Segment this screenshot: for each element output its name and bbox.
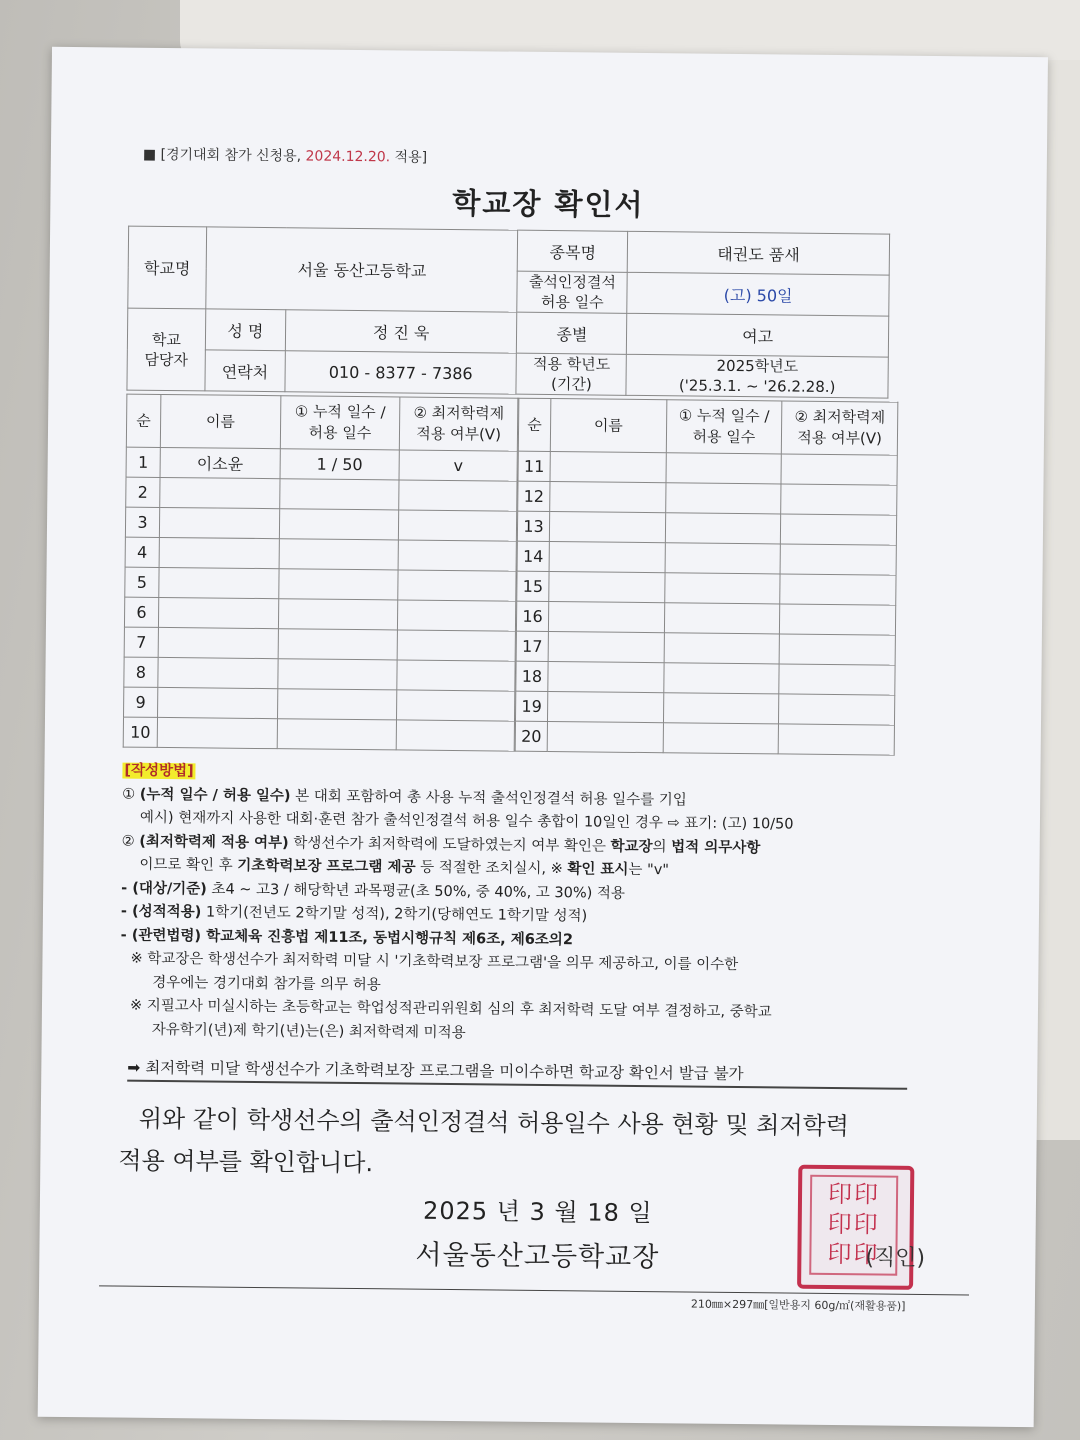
row-no: 11: [518, 451, 550, 481]
row-no: 4: [125, 537, 159, 567]
row-name: [549, 542, 665, 573]
row-days: [663, 693, 779, 724]
row-check: [396, 720, 514, 751]
principal-name: 서울동산고등학교장: [415, 1239, 660, 1274]
seal-stamp-icon: 印印 印印 印印: [827, 1179, 881, 1269]
year-label: 적용 학년도 (기간): [516, 353, 626, 395]
row-name: [550, 482, 666, 513]
row-name: [549, 512, 665, 543]
issue-date: 2025 년 3 월 18 일: [422, 1196, 653, 1228]
header-name: 이름: [550, 399, 666, 453]
row-no: 13: [517, 511, 549, 541]
table-row: [125, 567, 516, 601]
row-no: 18: [516, 661, 548, 691]
header-days: ① 누적 일수 / 허용 일수: [666, 400, 782, 454]
row-name: [160, 477, 280, 508]
row-name: [158, 657, 278, 688]
instruction-1: ① (누적 일수 / 허용 일수) 본 대회 포함하여 총 사용 누적 출석인정결석 허용 일수를 기입: [122, 786, 687, 808]
table-row: [517, 571, 896, 605]
detail-target: - (대상/기준) 초4 ~ 고3 / 해당학년 과목평균(초 50%, 중 40%, 고 30%) 적용: [121, 880, 626, 902]
row-no: 3: [125, 507, 159, 537]
detail-law: - (관련법령) 학교체육 진흥법 제11조, 동법시행규칙 제6조, 제6조의2: [120, 927, 574, 948]
row-days: [665, 483, 781, 514]
name-value: 정 진 욱: [285, 310, 517, 353]
seal-label: (직인): [865, 1245, 926, 1271]
table-row: [124, 627, 515, 661]
school-value: 서울 동산고등학교: [206, 227, 518, 312]
row-name: [157, 687, 277, 718]
instructions: [120, 760, 923, 1050]
row-no: 6: [124, 597, 158, 627]
row-name: [159, 567, 279, 598]
row-check: [397, 660, 515, 691]
row-no: 10: [123, 717, 157, 747]
instructions-heading: [작성방법]: [124, 762, 194, 780]
row-days: [664, 573, 780, 604]
row-days: [665, 543, 781, 574]
row-no: 17: [516, 631, 548, 661]
contact-value: 010 - 8377 - 7386: [285, 351, 517, 394]
row-no: 8: [124, 657, 158, 687]
row-days: [277, 719, 397, 750]
row-name: [548, 632, 664, 663]
gender-label: 종별: [517, 312, 627, 354]
row-days: [663, 723, 779, 754]
table-row: [126, 477, 517, 511]
header-no: 순: [518, 398, 551, 451]
staff-label: 학교 담당자: [127, 308, 206, 391]
table-row: [518, 451, 897, 485]
row-name: [549, 572, 665, 603]
info-table: [126, 226, 890, 399]
header-check: ② 최저학력제 적용 여부(V): [782, 401, 898, 455]
row-no: 16: [516, 601, 548, 631]
row-name: [158, 627, 278, 658]
row-name: 이소윤: [160, 447, 280, 478]
row-no: 1: [126, 447, 160, 477]
header-note: ■ [경기대회 참가 신청용, 2024.12.20. 적용]: [142, 146, 428, 166]
row-days: [663, 663, 779, 694]
roster-table-right: [515, 398, 899, 756]
row-check: v: [399, 450, 517, 481]
table-row: [517, 541, 896, 575]
paper-spec: 210㎜×297㎜[일반용지 60g/㎡(재활용품)]: [690, 1297, 906, 1313]
table-row: [515, 691, 894, 725]
note-2: ※ 지필고사 미실시하는 초등학교는 학업성적관리위원회 심의 후 최저학력 도달 여부 결정하고, 중학교: [129, 997, 772, 1021]
note-2-cont: 자유학기(년)제 학기(년)는(은) 최저학력제 미적용: [151, 1021, 466, 1041]
table-row: [517, 511, 896, 545]
row-days: [278, 629, 398, 660]
header-note-date: 2024.12.20.: [305, 148, 391, 166]
row-no: 14: [517, 541, 549, 571]
table-row: [124, 597, 515, 631]
days-label: 출석인정결석 허용 일수: [517, 271, 627, 313]
school-label: 학교명: [128, 226, 207, 309]
table-row: [125, 507, 516, 541]
row-days: [665, 513, 781, 544]
header-name: 이름: [160, 394, 280, 448]
header-days: ① 누적 일수 / 허용 일수: [280, 396, 400, 450]
table-row: [126, 447, 517, 481]
page-title: 학교장 확인서: [452, 185, 645, 222]
row-name: [159, 537, 279, 568]
row-check: [781, 454, 897, 485]
note-1: ※ 학교장은 학생선수가 최저학력 미달 시 '기초학력보장 프로그램'을 의무 제공하고, 이를 이수한: [130, 950, 739, 974]
table-row: [124, 657, 515, 691]
table-row: [516, 601, 895, 635]
table-row: [123, 717, 514, 751]
name-label: 성 명: [205, 309, 285, 351]
row-no: 9: [124, 687, 158, 717]
row-check: [398, 600, 516, 631]
table-row: [516, 661, 895, 695]
table-row: [125, 537, 516, 571]
row-check: [398, 570, 516, 601]
row-days: [279, 479, 399, 510]
row-days: 1 / 50: [280, 449, 400, 480]
row-check: [781, 484, 897, 515]
row-name: [159, 507, 279, 538]
row-days: [664, 633, 780, 664]
roster-table-left: [123, 394, 519, 752]
row-check: [780, 604, 896, 635]
confirm-statement: 위와 같이 학생선수의 출석인정결석 허용일수 사용 현황 및 최저학력 적용 여부를 확인합니다.: [118, 1104, 850, 1178]
table-row: [518, 481, 897, 515]
row-name: [547, 722, 663, 753]
row-check: [781, 514, 897, 545]
event-value: 태권도 품새: [627, 231, 889, 275]
row-no: 19: [515, 691, 547, 721]
row-check: [397, 690, 515, 721]
row-check: [779, 664, 895, 695]
row-name: [548, 662, 664, 693]
gender-value: 여고: [627, 313, 889, 357]
row-days: [279, 539, 399, 570]
row-check: [779, 634, 895, 665]
event-label: 종목명: [518, 230, 628, 272]
row-no: 5: [125, 567, 159, 597]
instruction-2-line2: 이므로 확인 후 기초학력보장 프로그램 제공 등 적절한 조치실시, ※ 확인 표시는 "v": [139, 856, 670, 879]
row-check: [399, 510, 517, 541]
contact-label: 연락처: [205, 350, 285, 392]
year-value: 2025학년도 ('25.3.1. ~ '26.2.28.): [626, 354, 888, 398]
header-no: 순: [126, 394, 161, 447]
roster-header: [126, 394, 518, 451]
table-row: [515, 721, 894, 755]
row-no: 12: [518, 481, 550, 511]
row-check: [779, 694, 895, 725]
final-note: ➡ 최저학력 미달 학생선수가 기초학력보장 프로그램을 미이수하면 학교장 확인서 발급 불가: [127, 1056, 907, 1090]
row-no: 7: [124, 627, 158, 657]
row-no: 20: [515, 721, 547, 751]
note-1-cont: 경우에는 경기대회 참가를 의무 허용: [152, 974, 381, 993]
row-check: [397, 630, 515, 661]
row-days: [277, 689, 397, 720]
instruction-1-example: 예시) 현재까지 사용한 대회·훈련 참가 출석인정결석 허용 일수 총합이 10일인 경우 ⇨ 표기: (고) 10/50: [139, 809, 794, 833]
table-row: [124, 687, 515, 721]
days-value: (고) 50일: [627, 272, 889, 316]
row-days: [278, 599, 398, 630]
row-check: [399, 480, 517, 511]
row-days: [666, 453, 782, 484]
row-check: [780, 574, 896, 605]
row-name: [548, 602, 664, 633]
row-days: [664, 603, 780, 634]
row-name: [550, 452, 666, 483]
row-days: [278, 569, 398, 600]
row-days: [277, 659, 397, 690]
row-check: [398, 540, 516, 571]
row-name: [547, 692, 663, 723]
row-name: [157, 717, 277, 748]
row-no: 2: [126, 477, 160, 507]
document-paper: [38, 47, 1048, 1427]
table-row: [516, 631, 895, 665]
instruction-2: ② (최저학력제 적용 여부) 학생선수가 최저학력에 도달하였는지 여부 확인은 학교장의 법적 의무사항: [121, 833, 761, 856]
roster-header: [518, 398, 898, 455]
row-no: 15: [517, 571, 549, 601]
row-check: [778, 724, 894, 755]
row-check: [780, 544, 896, 575]
row-name: [158, 597, 278, 628]
row-days: [279, 509, 399, 540]
header-check: ② 최저학력제 적용 여부(V): [400, 397, 518, 451]
detail-grades: - (성적적용) 1학기(전년도 2학기말 성적), 2학기(당해연도 1학기말 성적): [120, 903, 588, 925]
